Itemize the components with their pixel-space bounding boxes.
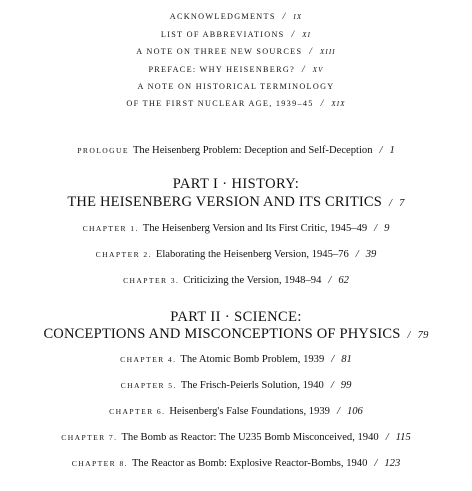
entry-title: LIST OF ABBREVIATIONS — [160, 30, 285, 39]
part-subtitle: CONCEPTIONS AND MISCONCEPTIONS OF PHYSICS — [43, 326, 401, 342]
entry-title: The Heisenberg Problem: Deception and Self-Deception — [132, 145, 373, 156]
entry-separator: / — [320, 99, 325, 109]
entry-page: xiii — [320, 47, 336, 57]
entry-separator: / — [374, 458, 378, 469]
entry-separator: / — [336, 406, 340, 417]
entry-page: xix — [331, 99, 346, 109]
entry-title: The Atomic Bomb Problem, 1939 — [180, 354, 325, 365]
entry-title: The Frisch-Peierls Solution, 1940 — [180, 380, 324, 391]
entry-page: 7 — [399, 198, 405, 209]
toc-entry-chapter-7[interactable] — [0, 433, 472, 444]
toc-entry-chapter-5[interactable] — [0, 381, 472, 392]
entry-page: 99 — [340, 380, 352, 391]
toc-entry-prologue[interactable] — [0, 146, 472, 157]
entry-page: ix — [293, 12, 303, 22]
entry-title: ACKNOWLEDGMENTS — [169, 12, 276, 21]
entry-label: CHAPTER 4. — [120, 355, 177, 364]
entry-separator: / — [309, 47, 314, 57]
entry-title: OF THE FIRST NUCLEAR AGE, 1939–45 — [126, 99, 314, 108]
entry-title: Criticizing the Version, 1948–94 — [183, 275, 322, 286]
entry-page: 115 — [395, 432, 411, 443]
entry-separator: / — [291, 30, 296, 40]
entry-label: CHAPTER 7. — [61, 433, 118, 442]
entry-label: CHAPTER 2. — [95, 250, 152, 259]
entry-separator: / — [407, 330, 411, 341]
entry-title: PREFACE: WHY HEISENBERG? — [148, 65, 296, 74]
toc-entry-abbreviations[interactable] — [0, 31, 472, 41]
part1-heading: PART I · HISTORY: — [172, 176, 300, 192]
entry-title: Elaborating the Heisenberg Version, 1945–76 — [155, 249, 349, 260]
toc-entry-terminology-line1[interactable] — [0, 83, 472, 93]
entry-label: CHAPTER 5. — [120, 381, 177, 390]
entry-label: CHAPTER 6. — [109, 407, 166, 416]
entry-title: Heisenberg's False Foundations, 1939 — [169, 406, 330, 417]
entry-separator: / — [302, 65, 306, 75]
part-subtitle: THE HEISENBERG VERSION AND ITS CRITICS — [67, 194, 383, 210]
entry-page: 62 — [338, 275, 349, 286]
toc-entry-chapter-2[interactable] — [0, 250, 472, 261]
entry-label: PROLOGUE — [77, 146, 129, 155]
entry-label: CHAPTER 1. — [82, 224, 139, 233]
entry-title: The Reactor as Bomb: Explosive Reactor-Bombs, 1940 — [131, 458, 368, 469]
entry-separator: / — [331, 354, 335, 365]
entry-page: xi — [302, 30, 312, 40]
entry-separator: / — [282, 12, 287, 22]
entry-page: 1 — [389, 145, 395, 156]
toc-entry-acknowledgments[interactable] — [0, 13, 472, 23]
entry-separator: / — [330, 380, 334, 391]
toc-entry-preface[interactable] — [0, 66, 472, 76]
entry-title: The Bomb as Reactor: The U235 Bomb Misconceived, 1940 — [121, 432, 379, 443]
entry-page: 39 — [365, 249, 377, 260]
part2-heading: PART II · SCIENCE: — [170, 309, 302, 325]
entry-separator: / — [379, 145, 383, 156]
entry-label: CHAPTER 3. — [123, 276, 180, 285]
entry-page: 81 — [341, 354, 352, 365]
entry-page: 106 — [346, 406, 363, 417]
entry-title: A NOTE ON THREE NEW SOURCES — [136, 47, 303, 56]
toc-entry-chapter-4[interactable] — [0, 355, 472, 366]
entry-separator: / — [328, 275, 332, 286]
toc-entry-chapter-1[interactable] — [0, 224, 472, 235]
toc-entry-new-sources[interactable] — [0, 48, 472, 58]
entry-label: CHAPTER 8. — [71, 459, 128, 468]
toc-entry-part2[interactable] — [0, 327, 472, 342]
entry-page: 9 — [384, 223, 390, 234]
toc-entry-part1[interactable] — [0, 195, 472, 210]
entry-title: The Heisenberg Version and Its First Critic, 1945–49 — [142, 223, 368, 234]
entry-page: 123 — [384, 458, 401, 469]
entry-separator: / — [374, 223, 378, 234]
toc-entry-chapter-6[interactable] — [0, 407, 472, 418]
entry-page: 79 — [417, 330, 429, 341]
toc-entry-chapter-8[interactable] — [0, 459, 472, 470]
entry-page: xv — [312, 65, 324, 75]
entry-separator: / — [385, 432, 389, 443]
toc-entry-chapter-3[interactable] — [0, 276, 472, 287]
entry-separator: / — [389, 198, 393, 209]
entry-separator: / — [355, 249, 359, 260]
toc-entry-terminology-line2[interactable] — [0, 100, 472, 110]
entry-title: A NOTE ON HISTORICAL TERMINOLOGY — [137, 82, 335, 91]
